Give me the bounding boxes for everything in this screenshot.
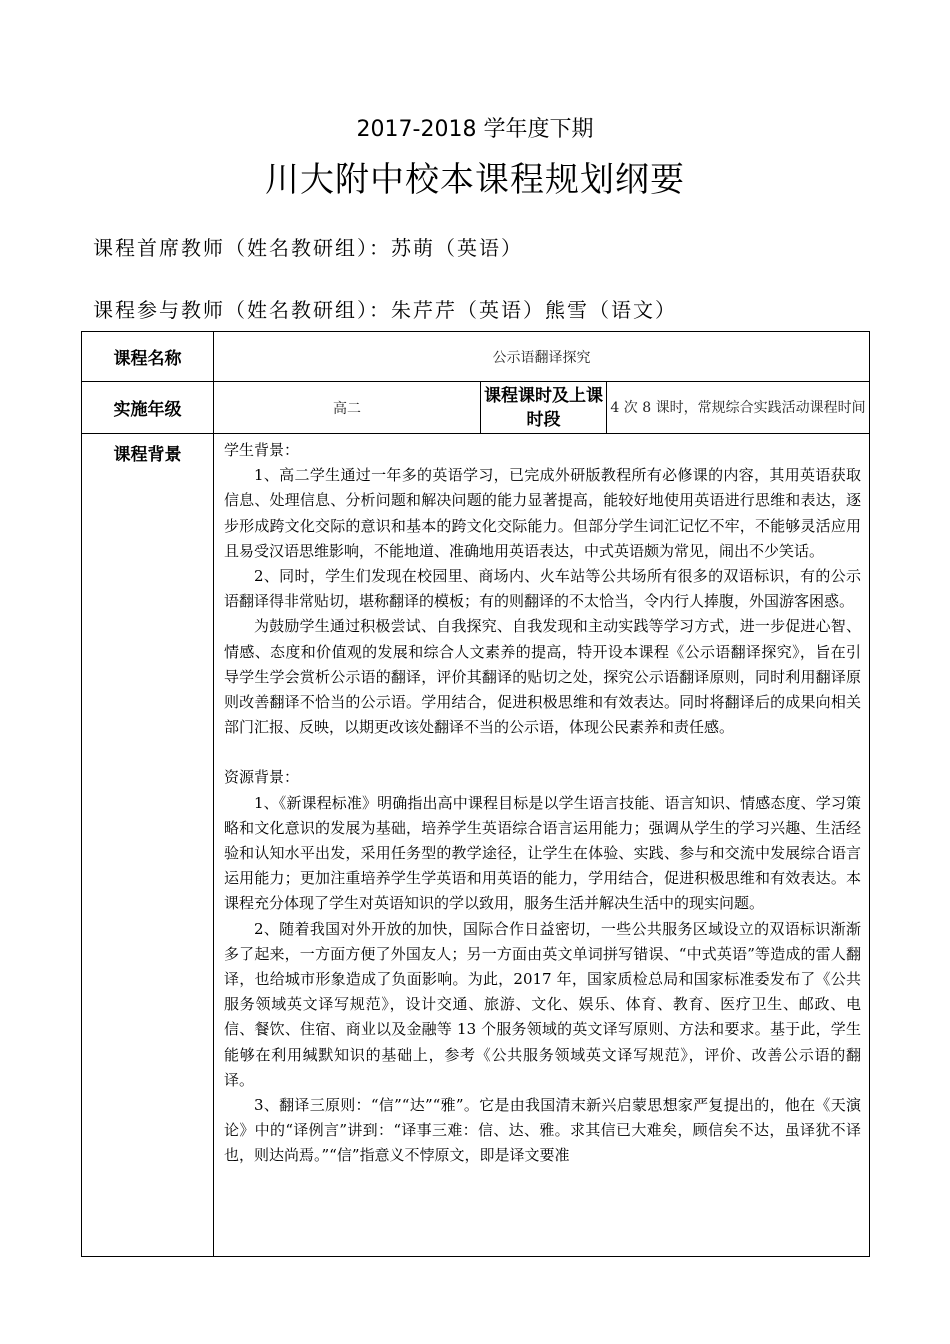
chief-teacher: 课程首席教师（姓名教研组）：苏萌（英语）	[93, 236, 523, 260]
grade-label: 实施年级	[82, 382, 214, 434]
course-plan-table	[81, 331, 870, 1257]
course-name-label: 课程名称	[82, 332, 214, 382]
resource-background-heading: 资源背景：	[224, 768, 300, 787]
row-background	[82, 434, 870, 1257]
participant-teachers: 课程参与教师（姓名教研组）：朱芹芹（英语）熊雪（语文）	[93, 298, 677, 322]
hours-value: 4 次 8 课时，常规综合实践活动课程时间	[607, 382, 870, 434]
student-background-paragraph: 为鼓励学生通过积极尝试、自我探究、自我发现和主动实践等学习方式，进一步促进心智、情感、态度和价值观的发展和综合人文素养的提高，特开设本课程《公示语翻译探究》，旨在引导学生学会赏析公示语的翻译，评价其翻译的贴切之处，探究公示语翻译原则，同时利用翻译原则改善翻译不恰当的公示语。学用结合，促进积极思维和有效表达。同时将翻译后的成果向相关部门汇报、反映，以期更改该处翻译不当的公示语，体现公民素养和责任感。	[224, 617, 861, 737]
resource-background-paragraph: 1、《新课程标准》明确指出高中课程目标是以学生语言技能、语言知识、情感态度、学习策略和文化意识的发展为基础，培养学生英语综合语言运用能力；强调从学生的学习兴趣、生活经验和认知水平出发，采用任务型的教学途径，让学生在体验、实践、参与和交流中发展综合语言运用能力；更加注重培养学生学英语和用英语的能力，学用结合，促进积极思维和有效表达。本课程充分体现了学生对英语知识的学以致用，服务生活并解决生活中的现实问题。	[224, 793, 861, 913]
resource-background-paragraph: 2、随着我国对外开放的加快，国际合作日益密切，一些公共服务区域设立的双语标识渐渐多了起来，一方面方便了外国友人；另一方面由英文单词拼写错误、“中式英语”等造成的雷人翻译，也给城市形象造成了负面影响。为此，2017 年，国家质检总局和国家标准委发布了《公共服务领域英文译写规范》，设计交通、旅游、文化、娱乐、体育、教育、医疗卫生、邮政、电信、餐饮、住宿、商业以及金融等 13 个服务领域的英文译写原则、方法和要求。基于此，学生能够在利用缄默知识的基础上，参考《公共服务领域英文译写规范》，评价、改善公示语的翻译。	[224, 919, 861, 1089]
row-course-name	[82, 332, 870, 382]
student-background-heading: 学生背景：	[224, 441, 300, 459]
resource-background-paragraph: 3、翻译三原则：“信”“达”“雅”。它是由我国清末新兴启蒙思想家严复提出的，他在《天演论》中的“译例言”讲到：“译事三难：信、达、雅。求其信已大难矣，顾信矣不达，虽译犹不译也，则达尚焉。”“信”指意义不悖原文，即是译文要准	[224, 1096, 861, 1165]
background-content	[214, 434, 870, 1257]
paragraph-gap	[224, 740, 861, 765]
school-year: 2017-2018 学年度下期	[356, 117, 594, 142]
row-grade	[82, 382, 870, 434]
page-title: 川大附中校本课程规划纲要	[265, 160, 685, 200]
hours-label: 课程课时及上课时段	[481, 382, 607, 434]
student-background-paragraph: 2、同时，学生们发现在校园里、商场内、火车站等公共场所有很多的双语标识，有的公示语翻译得非常贴切，堪称翻译的模板；有的则翻译的不太恰当，令内行人捧腹，外国游客困惑。	[224, 567, 861, 611]
background-label: 课程背景	[82, 434, 214, 1257]
course-name-value: 公示语翻译探究	[214, 332, 870, 382]
student-background-paragraph: 1、高二学生通过一年多的英语学习，已完成外研版教程所有必修课的内容，其用英语获取信息、处理信息、分析问题和解决问题的能力显著提高，能较好地使用英语进行思维和表达，逐步形成跨文化交际的意识和基本的跨文化交际能力。但部分学生词汇记忆不牢，不能够灵活应用且易受汉语思维影响，不能地道、准确地用英语表达，中式英语颇为常见，闹出不少笑话。	[224, 466, 861, 560]
grade-value: 高二	[214, 382, 481, 434]
